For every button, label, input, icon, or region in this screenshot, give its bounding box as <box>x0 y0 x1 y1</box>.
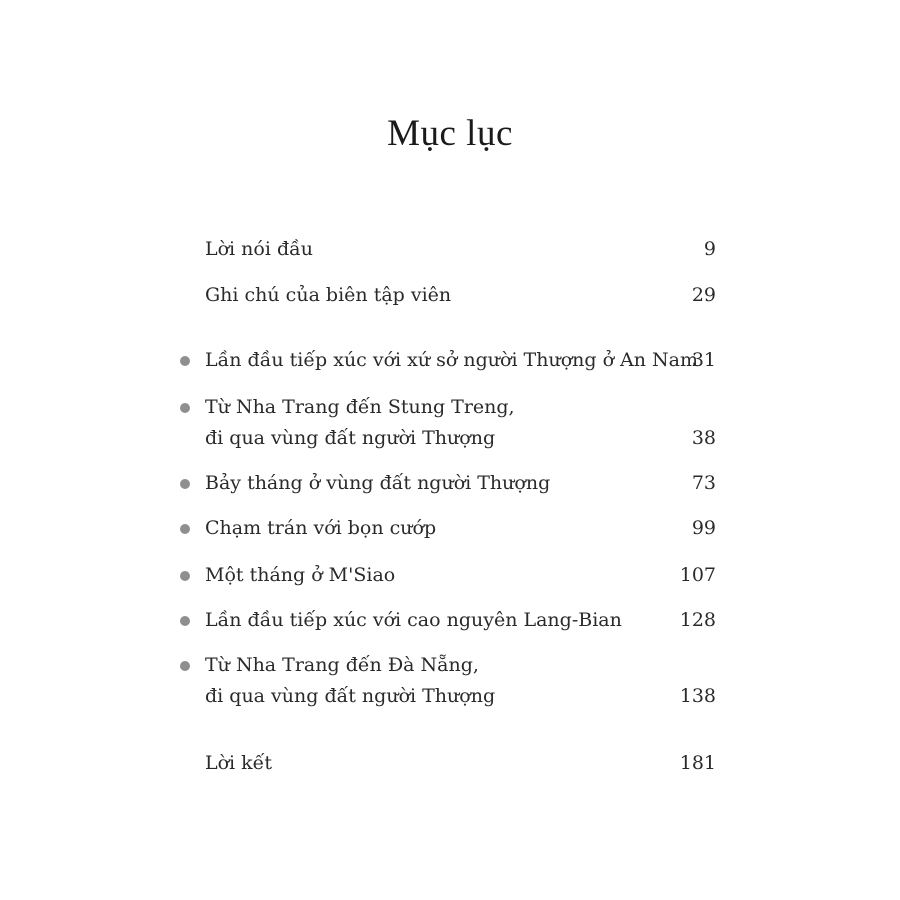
toc-entry <box>205 748 716 779</box>
toc-entry-title: Lần đầu tiếp xúc với cao nguyên Lang-Bian <box>205 609 622 631</box>
toc-page-number: 138 <box>679 685 716 707</box>
toc-entry <box>205 650 716 712</box>
bullet-icon <box>180 571 190 581</box>
toc-entry <box>205 345 716 376</box>
bullet-icon <box>180 403 190 413</box>
toc-entry-title: Lời nói đầu <box>205 238 314 260</box>
toc-page-number: 181 <box>679 752 716 774</box>
toc-entry-title-line-1: Từ Nha Trang đến Đà Nẵng, <box>205 654 479 676</box>
toc-page-number: 73 <box>691 472 716 494</box>
toc-entry-title-line-2: đi qua vùng đất người Thượng <box>205 427 496 449</box>
page-title: Mục lục <box>387 113 513 154</box>
toc-page-number: 99 <box>691 517 716 539</box>
toc-entry-title-line-1: Từ Nha Trang đến Stung Treng, <box>205 396 515 418</box>
toc-entry <box>205 280 716 311</box>
toc-entry <box>205 605 716 636</box>
bullet-icon <box>180 356 190 366</box>
toc-entry-title: Một tháng ở M'Siao <box>205 564 396 586</box>
bullet-icon <box>180 479 190 489</box>
toc-entry-title: Chạm trán với bọn cướp <box>205 517 437 539</box>
toc-entry <box>205 560 716 591</box>
toc-page-number: 38 <box>691 427 716 449</box>
toc-entry <box>205 392 716 454</box>
toc-entry-title: Lần đầu tiếp xúc với xứ sở người Thượng ở An Nam <box>205 349 699 371</box>
toc-entry-title-line-2: đi qua vùng đất người Thượng <box>205 685 496 707</box>
toc-page-number: 107 <box>679 564 716 586</box>
bullet-icon <box>180 524 190 534</box>
toc-page-number: 29 <box>691 284 716 306</box>
toc-entry-title: Lời kết <box>205 752 273 774</box>
bullet-icon <box>180 661 190 671</box>
toc-entry <box>205 234 716 265</box>
toc-entry <box>205 513 716 544</box>
toc-entry <box>205 468 716 499</box>
toc-page-number: 31 <box>691 349 716 371</box>
toc-page-number: 128 <box>679 609 716 631</box>
toc-page-number: 9 <box>703 238 716 260</box>
bullet-icon <box>180 616 190 626</box>
toc-entry-title: Bảy tháng ở vùng đất người Thượng <box>205 472 551 494</box>
toc-entry-title: Ghi chú của biên tập viên <box>205 284 452 306</box>
